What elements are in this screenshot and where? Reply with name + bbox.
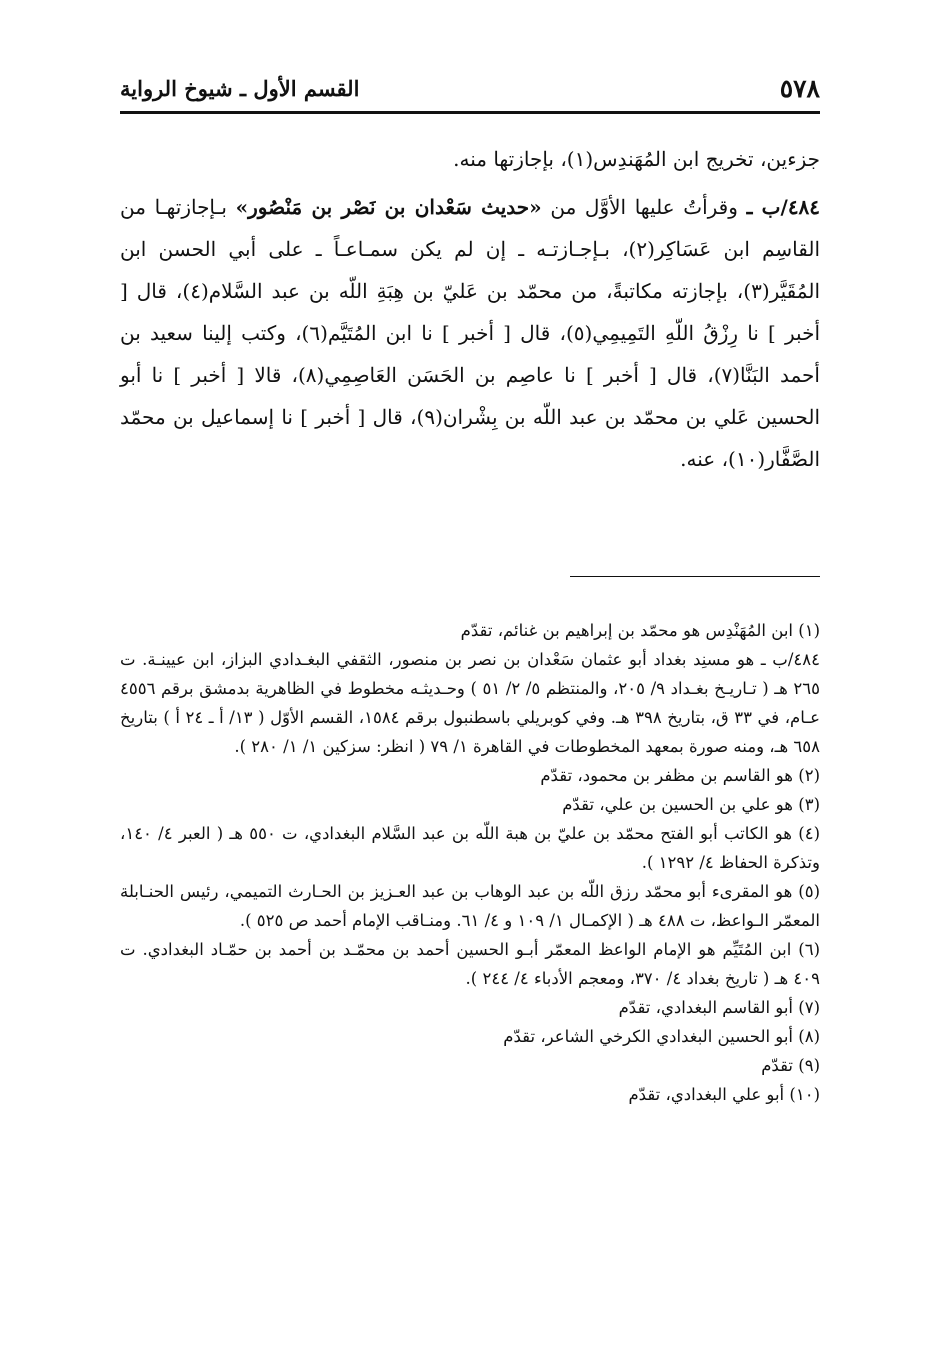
entry-work-title: «حديث سَعْدان بن نَصْر بن مَنْصُور» [235, 195, 542, 219]
footnote-10: (١٠) أبو علي البغدادي، تقدّم [628, 1085, 820, 1104]
footnote-9: (٩) تقدّم [761, 1056, 820, 1075]
footnote-separator [570, 576, 820, 577]
footnote-3: (٣) هو علي بن الحسين بن علي، تقدّم [562, 795, 820, 814]
paragraph-continuation: جزءين، تخريج ابن المُهَندِس(١)، بإجازتها منه. [453, 147, 820, 171]
footnote-7: (٧) أبو القاسم البغدادي، تقدّم [618, 998, 820, 1017]
entry-paragraph [120, 186, 820, 480]
footnote-entry-484: ٤٨٤/ب ـ هو مسنِد بغداد أبو عثمان سَعْدان بن نصر بن منصور، الثقفي البغـدادي البزاز، ابن عيينـة. ت ٢٦٥ هـ ( تـاريـخ بغـداد ٩/ ٢٠٥، والمنتظم ٥/ ٢/ ٥١ ) وحـديثـه مخطوط في الظاهرية بدمشق برقم ٤٥٥٦ عـام، في ٣٣ ق، بتاريخ ٣٩٨ هـ. وفي كوبريلي باسطنبول برقم ١٥٨٤، القسم الأوّل ( ١٣/ أ ـ ٢٤ أ ) بتاريخ ٦٥٨ هـ، ومنه صورة بمعهد المخطوطات في القاهرة ١/ ٧٩ ( انظر: سزكين ١/ ١/ ٢٨٠ ). [120, 650, 820, 756]
footnote-4: (٤) هو الكاتب أبو الفتح محمّد بن عليّ بن هبة اللّه بن عبد السَّلام البغدادي، ت ٥٥٠ هـ ( العبر ٤/ ١٤٠، وتذكرة الحفاظ ٤/ ١٢٩٢ ). [120, 824, 820, 872]
running-header [120, 72, 820, 114]
footnote-1: (١) ابن المُهَنْدِس هو محمّد بن إبراهيم بن غنائم، تقدّم [460, 621, 820, 640]
footnotes [120, 616, 820, 1109]
footnote-5: (٥) هو المقرىء أبو محمّد رزق اللّه بن عبد الوهاب بن عبد العـزيز بن الحـارث التميمي، رئيس الحنـابلة المعمّر الـواعظ، ت ٤٨٨ هـ ( الإكمـال ١/ ١٠٩ و ٤/ ٦١. ومنـاقب الإمام أحمد ص ٥٢٥ ). [120, 882, 820, 930]
page-number: ٥٧٨ [779, 74, 820, 103]
entry-body: بـإجازتهـا من القاسِم ابن عَسَاكِر(٢)، بـإجـازتـه ـ إن لم يكن سمـاعـاً ـ على أبي الحسن ابن المُقَيَّر(٣)، بإجازته مكاتبةً، من محمّد بن عَليّ بن هِبَةِ اللّه بن عبد السَّلام(٤)، قال [ أخبر ] نا رِزْقُ اللّهِ التَمِيمِي(٥)، قال [ أخبر ] نا ابن المُتَيَّم(٦)، وكتب إلينا سعيد بن أحمد البَنَّا(٧)، قال [ أخبر ] نا عاصِم بن الحَسَن العَاصِمِي(٨)، قالا [ أخبر ] نا أبو الحسين عَلي بن محمّد بن عبد اللّه بن بِشْران(٩)، قال [ أخبر ] نا إسماعيل بن محمّد الصَّفَّار(١٠)، عنه. [120, 195, 821, 471]
footnote-2: (٢) هو القاسم بن مظفر بن محمود، تقدّم [540, 766, 820, 785]
running-title: القسم الأول ـ شيوخ الرواية [120, 76, 360, 101]
footnote-8: (٨) أبو الحسين البغدادي الكرخي الشاعر، تقدّم [503, 1027, 820, 1046]
entry-label: ٤٨٤/ب ـ [746, 195, 821, 219]
footnote-6: (٦) ابن المُتَيِّم هو الإمام الواعظ المعمّر أبـو الحسين أحمد بن محمّـد بن أحمد بن حمّـاد البغدادي. ت ٤٠٩ هـ ( تاريخ بغداد ٤/ ٣٧٠، ومعجم الأدباء ٤/ ٢٤٤ ). [120, 940, 820, 988]
entry-intro: وقرأتُ عليها الأوَّل من [550, 195, 738, 219]
main-text [120, 138, 820, 480]
header-rule [120, 111, 820, 114]
